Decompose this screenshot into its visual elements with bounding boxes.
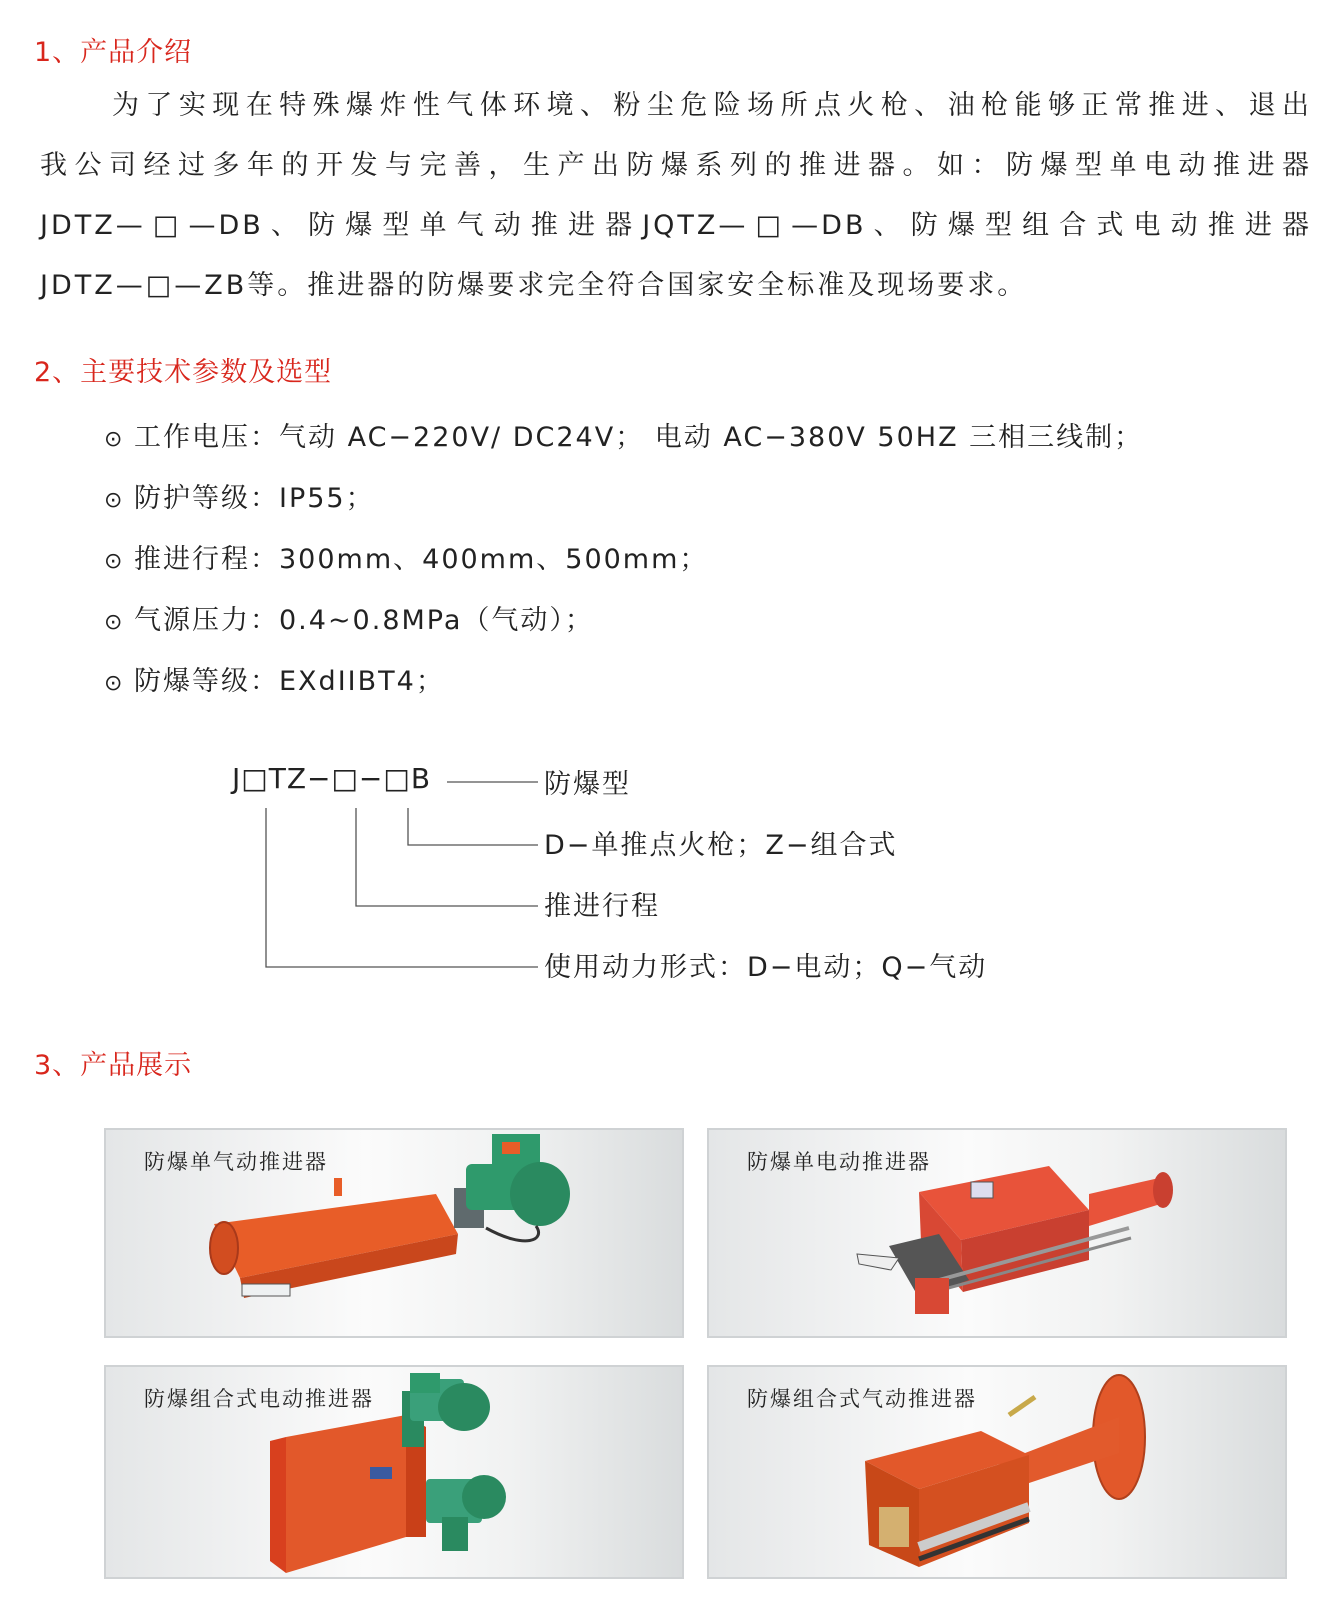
spec-text: 防护等级：IP55； bbox=[134, 483, 375, 514]
bullet-icon: ⊙ bbox=[104, 610, 125, 635]
product-title: 防爆组合式气动推进器 bbox=[747, 1387, 977, 1411]
spec-text: 推进行程：300mm、400mm、500mm； bbox=[134, 544, 709, 575]
product-card-combined-electric bbox=[104, 1365, 684, 1579]
code-label-power-type: 使用动力形式：D−电动；Q−气动 bbox=[544, 952, 988, 983]
section-3-heading: 3、产品展示 bbox=[34, 1050, 193, 1081]
product-card-combined-pneumatic bbox=[707, 1365, 1287, 1579]
intro-line-4: JDTZ—□—ZB等。推进器的防爆要求完全符合国家安全标准及现场要求。 bbox=[40, 270, 1028, 301]
section-2-heading: 2、主要技术参数及选型 bbox=[34, 357, 333, 388]
section-1-heading: 1、产品介绍 bbox=[34, 37, 193, 68]
code-label-structure: D−单推点火枪；Z−组合式 bbox=[544, 830, 898, 861]
product-title: 防爆单电动推进器 bbox=[747, 1150, 931, 1174]
model-code: J□TZ−□−□B bbox=[232, 762, 432, 795]
spec-text: 工作电压：气动 AC−220V/ DC24V； 电动 AC−380V 50HZ 三相三线制； bbox=[134, 422, 1144, 453]
intro-line-2: 我公司经过多年的开发与完善，生产出防爆系列的推进器。如：防爆型单电动推进器 bbox=[40, 150, 1312, 181]
code-label-explosion-proof: 防爆型 bbox=[544, 769, 631, 800]
product-title: 防爆组合式电动推进器 bbox=[144, 1387, 374, 1411]
product-title: 防爆单气动推进器 bbox=[144, 1150, 328, 1174]
bullet-icon: ⊙ bbox=[104, 671, 125, 696]
code-label-stroke: 推进行程 bbox=[544, 891, 660, 922]
product-card-single-electric bbox=[707, 1128, 1287, 1338]
bullet-icon: ⊙ bbox=[104, 427, 125, 452]
product-card-single-pneumatic bbox=[104, 1128, 684, 1338]
bullet-icon: ⊙ bbox=[104, 488, 125, 513]
bullet-icon: ⊙ bbox=[104, 549, 125, 574]
spec-text: 气源压力：0.4~0.8MPa（气动）； bbox=[134, 605, 594, 636]
intro-line-3: JDTZ—□—DB、防爆型单气动推进器JQTZ—□—DB、防爆型组合式电动推进器 bbox=[40, 210, 1312, 241]
spec-text: 防爆等级：EXdIIBT4； bbox=[134, 666, 445, 697]
intro-line-1: 为了实现在特殊爆炸性气体环境、粉尘危险场所点火枪、油枪能够正常推进、退出 bbox=[112, 90, 1312, 121]
